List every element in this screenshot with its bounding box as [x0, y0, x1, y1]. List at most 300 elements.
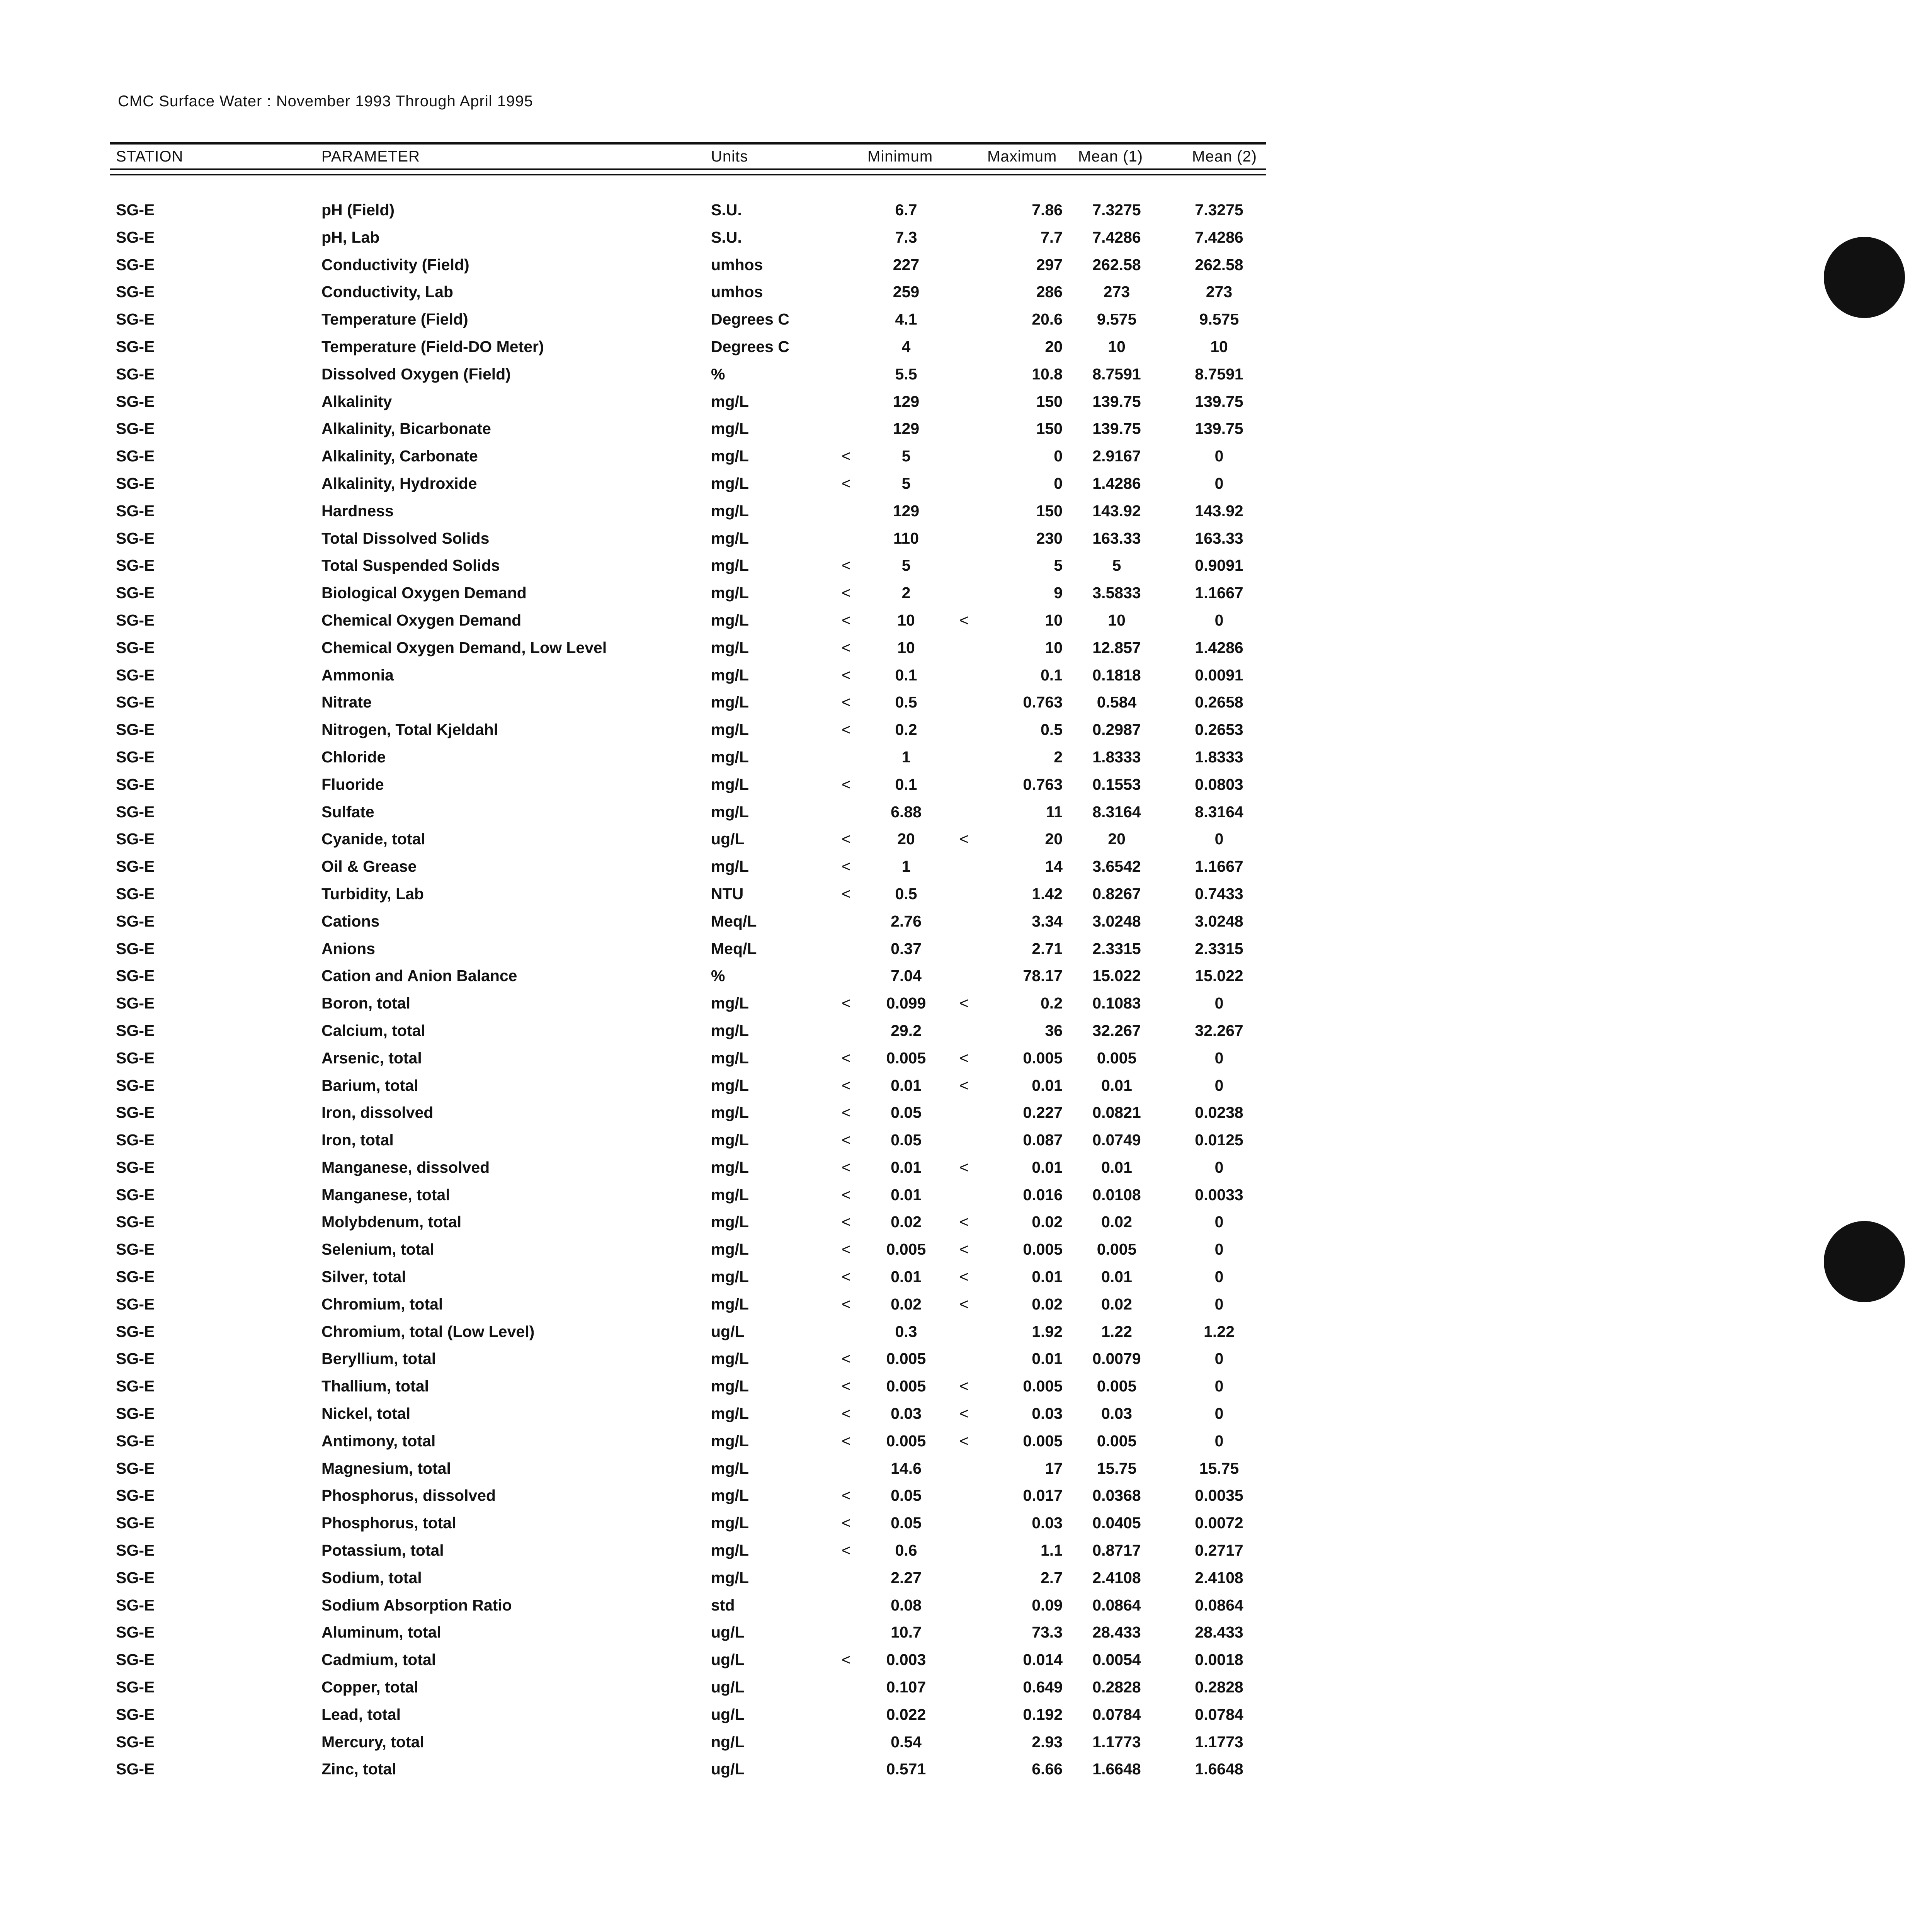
minimum-cell: 0.005: [886, 1049, 926, 1067]
mean1-cell: 0.8267: [1092, 884, 1141, 903]
mean1-cell: 7.3275: [1092, 201, 1141, 219]
mean2-cell: 1.4286: [1195, 638, 1243, 656]
units-cell: ug/L: [711, 1760, 745, 1778]
table-row: [0, 201, 1314, 228]
table-row: [0, 885, 1314, 912]
station-cell: SG-E: [116, 1405, 155, 1423]
maximum-cell: 14: [1045, 857, 1063, 876]
units-cell: mg/L: [711, 1568, 749, 1587]
table-row: [0, 474, 1314, 502]
minimum-detect-flag: <: [842, 1377, 851, 1395]
mean1-cell: 0.0864: [1092, 1596, 1141, 1614]
minimum-cell: 0.03: [891, 1405, 922, 1423]
maximum-cell: 0.03: [1032, 1514, 1063, 1532]
station-cell: SG-E: [116, 1049, 155, 1067]
minimum-cell: 0.54: [891, 1733, 922, 1751]
minimum-detect-flag: <: [842, 1104, 851, 1122]
parameter-cell: Oil & Grease: [321, 857, 417, 876]
maximum-cell: 150: [1036, 420, 1063, 438]
maximum-cell: 0.087: [1023, 1131, 1063, 1149]
mean2-cell: 0.0018: [1195, 1651, 1243, 1669]
units-cell: umhos: [711, 283, 763, 301]
minimum-detect-flag: <: [842, 1131, 851, 1149]
mean2-cell: 0.7433: [1195, 884, 1243, 903]
minimum-cell: 0.01: [891, 1268, 922, 1286]
mean1-cell: 1.22: [1101, 1322, 1132, 1340]
station-cell: SG-E: [116, 803, 155, 821]
minimum-detect-flag: <: [842, 1158, 851, 1176]
minimum-cell: 6.7: [895, 201, 917, 219]
maximum-cell: 10: [1045, 611, 1063, 629]
station-cell: SG-E: [116, 721, 155, 739]
parameter-cell: Thallium, total: [321, 1377, 429, 1395]
maximum-cell: 5: [1054, 556, 1063, 575]
units-cell: mg/L: [711, 447, 749, 465]
units-cell: ug/L: [711, 1623, 745, 1641]
maximum-cell: 1.1: [1041, 1541, 1063, 1560]
mean2-cell: 0.2828: [1195, 1678, 1243, 1696]
maximum-cell: 150: [1036, 502, 1063, 520]
mean2-cell: 0.0784: [1195, 1705, 1243, 1723]
units-cell: mg/L: [711, 392, 749, 410]
units-cell: mg/L: [711, 748, 749, 766]
units-cell: mg/L: [711, 474, 749, 492]
units-cell: Meq/L: [711, 912, 757, 930]
mean2-cell: 0: [1214, 1377, 1224, 1395]
mean1-cell: 1.4286: [1092, 474, 1141, 492]
station-cell: SG-E: [116, 310, 155, 328]
maximum-cell: 10.8: [1032, 365, 1063, 383]
minimum-cell: 0.02: [891, 1213, 922, 1231]
mean2-cell: 273: [1206, 283, 1233, 301]
mean1-cell: 5: [1112, 556, 1121, 575]
units-cell: mg/L: [711, 584, 749, 602]
parameter-cell: Zinc, total: [321, 1760, 396, 1778]
mean2-cell: 0.2653: [1195, 721, 1243, 739]
mean2-cell: 28.433: [1195, 1623, 1243, 1641]
minimum-detect-flag: <: [842, 1049, 851, 1067]
maximum-cell: 0.005: [1023, 1049, 1063, 1067]
mean2-cell: 0.0803: [1195, 775, 1243, 793]
minimum-detect-flag: <: [842, 556, 851, 575]
table-row: [0, 1541, 1314, 1569]
units-cell: %: [711, 365, 725, 383]
station-cell: SG-E: [116, 1705, 155, 1723]
minimum-cell: 1: [901, 748, 911, 766]
mean2-cell: 143.92: [1195, 502, 1243, 520]
maximum-cell: 36: [1045, 1021, 1063, 1039]
station-cell: SG-E: [116, 857, 155, 876]
table-row: [0, 611, 1314, 639]
units-cell: %: [711, 967, 725, 985]
mean2-cell: 0: [1214, 1268, 1224, 1286]
minimum-cell: 1: [901, 857, 911, 876]
mean1-cell: 28.433: [1092, 1623, 1141, 1641]
mean2-cell: 139.75: [1195, 392, 1243, 410]
table-row: [0, 1569, 1314, 1596]
parameter-cell: Antimony, total: [321, 1432, 436, 1450]
station-cell: SG-E: [116, 1268, 155, 1286]
mean1-cell: 0.1553: [1092, 775, 1141, 793]
mean1-cell: 0.005: [1097, 1432, 1137, 1450]
station-cell: SG-E: [116, 912, 155, 930]
mean2-cell: 0: [1214, 1295, 1224, 1313]
mean2-cell: 0.2717: [1195, 1541, 1243, 1560]
parameter-cell: Manganese, dissolved: [321, 1158, 490, 1176]
minimum-detect-flag: <: [842, 1651, 851, 1669]
maximum-cell: 20: [1045, 337, 1063, 355]
mean1-cell: 0.8717: [1092, 1541, 1141, 1560]
parameter-cell: Anions: [321, 939, 375, 957]
mean1-cell: 9.575: [1097, 310, 1137, 328]
station-cell: SG-E: [116, 392, 155, 410]
minimum-detect-flag: <: [842, 666, 851, 684]
mean2-cell: 32.267: [1195, 1021, 1243, 1039]
parameter-cell: Nitrate: [321, 693, 372, 711]
column-header-minimum: Minimum: [867, 148, 933, 165]
table-row: [0, 1377, 1314, 1405]
station-cell: SG-E: [116, 1104, 155, 1122]
mean2-cell: 8.3164: [1195, 803, 1243, 821]
table-row: [0, 1459, 1314, 1487]
units-cell: mg/L: [711, 1459, 749, 1477]
minimum-detect-flag: <: [842, 693, 851, 711]
mean2-cell: 0.0125: [1195, 1131, 1243, 1149]
maximum-cell: 9: [1054, 584, 1063, 602]
mean2-cell: 0: [1214, 1213, 1224, 1231]
station-cell: SG-E: [116, 1350, 155, 1368]
maximum-cell: 3.34: [1032, 912, 1063, 930]
units-cell: mg/L: [711, 1514, 749, 1532]
table-row: [0, 256, 1314, 283]
minimum-detect-flag: <: [842, 1268, 851, 1286]
maximum-cell: 11: [1046, 803, 1063, 821]
minimum-detect-flag: <: [842, 1405, 851, 1423]
parameter-cell: Sodium, total: [321, 1568, 422, 1587]
table-row: [0, 1596, 1314, 1624]
mean2-cell: 0.0072: [1195, 1514, 1243, 1532]
minimum-cell: 6.88: [891, 803, 922, 821]
table-row: [0, 830, 1314, 857]
mean1-cell: 163.33: [1092, 529, 1141, 547]
table-row: [0, 1131, 1314, 1158]
header-rule-double-lower: [110, 174, 1266, 175]
data-table-body: [0, 201, 1314, 1787]
mean1-cell: 273: [1103, 283, 1130, 301]
station-cell: SG-E: [116, 584, 155, 602]
minimum-detect-flag: <: [842, 447, 851, 465]
units-cell: mg/L: [711, 693, 749, 711]
units-cell: mg/L: [711, 857, 749, 876]
units-cell: mg/L: [711, 529, 749, 547]
table-row: [0, 803, 1314, 830]
station-cell: SG-E: [116, 1185, 155, 1204]
maximum-cell: 0.014: [1023, 1651, 1063, 1669]
station-cell: SG-E: [116, 1568, 155, 1587]
maximum-detect-flag: <: [959, 830, 969, 848]
maximum-cell: 2: [1054, 748, 1063, 766]
parameter-cell: Arsenic, total: [321, 1049, 422, 1067]
table-row: [0, 584, 1314, 611]
mean2-cell: 8.7591: [1195, 365, 1243, 383]
binder-hole-icon: [1824, 237, 1905, 318]
maximum-cell: 0.01: [1032, 1158, 1063, 1176]
units-cell: mg/L: [711, 611, 749, 629]
table-row: [0, 748, 1314, 776]
parameter-cell: Lead, total: [321, 1705, 401, 1723]
table-row: [0, 1678, 1314, 1706]
parameter-cell: Temperature (Field-DO Meter): [321, 337, 544, 355]
minimum-cell: 0.01: [891, 1158, 922, 1176]
parameter-cell: Selenium, total: [321, 1240, 434, 1259]
minimum-cell: 10: [897, 611, 915, 629]
minimum-detect-flag: <: [842, 1076, 851, 1094]
table-row: [0, 556, 1314, 584]
station-cell: SG-E: [116, 1377, 155, 1395]
minimum-cell: 0.571: [886, 1760, 926, 1778]
mean2-cell: 1.22: [1204, 1322, 1235, 1340]
minimum-cell: 0.05: [891, 1486, 922, 1505]
table-row: [0, 1186, 1314, 1213]
mean2-cell: 0: [1214, 830, 1224, 848]
parameter-cell: Chromium, total: [321, 1295, 443, 1313]
station-cell: SG-E: [116, 1596, 155, 1614]
column-header-mean1: Mean (1): [1078, 148, 1143, 165]
maximum-cell: 0.03: [1032, 1405, 1063, 1423]
mean1-cell: 0.0054: [1092, 1651, 1141, 1669]
mean2-cell: 0.2658: [1195, 693, 1243, 711]
units-cell: ug/L: [711, 1651, 745, 1669]
station-cell: SG-E: [116, 1021, 155, 1039]
table-row: [0, 228, 1314, 256]
mean2-cell: 7.4286: [1195, 228, 1243, 246]
parameter-cell: Barium, total: [321, 1076, 418, 1094]
minimum-cell: 7.3: [895, 228, 917, 246]
units-cell: ug/L: [711, 830, 745, 848]
column-header-mean2: Mean (2): [1192, 148, 1257, 165]
parameter-cell: Calcium, total: [321, 1021, 425, 1039]
parameter-cell: Total Suspended Solids: [321, 556, 500, 575]
column-header-maximum: Maximum: [987, 148, 1057, 165]
maximum-cell: 0.02: [1032, 1213, 1063, 1231]
station-cell: SG-E: [116, 884, 155, 903]
maximum-detect-flag: <: [959, 1432, 969, 1450]
table-row: [0, 912, 1314, 940]
minimum-cell: 0.022: [886, 1705, 926, 1723]
station-cell: SG-E: [116, 283, 155, 301]
mean2-cell: 0: [1214, 1350, 1224, 1368]
table-row: [0, 857, 1314, 885]
parameter-cell: Alkalinity, Hydroxide: [321, 474, 477, 492]
mean1-cell: 262.58: [1092, 255, 1141, 274]
mean1-cell: 0.005: [1097, 1049, 1137, 1067]
units-cell: mg/L: [711, 1131, 749, 1149]
units-cell: mg/L: [711, 420, 749, 438]
table-row: [0, 1514, 1314, 1541]
station-cell: SG-E: [116, 201, 155, 219]
mean1-cell: 0.2987: [1092, 721, 1141, 739]
parameter-cell: Silver, total: [321, 1268, 406, 1286]
minimum-detect-flag: <: [842, 638, 851, 656]
parameter-cell: Manganese, total: [321, 1185, 450, 1204]
mean2-cell: 0: [1214, 447, 1224, 465]
maximum-cell: 0: [1054, 474, 1063, 492]
table-row: [0, 940, 1314, 967]
minimum-detect-flag: <: [842, 1541, 851, 1560]
table-row: [0, 529, 1314, 557]
mean1-cell: 0.01: [1101, 1268, 1132, 1286]
mean1-cell: 0.1818: [1092, 666, 1141, 684]
mean1-cell: 143.92: [1092, 502, 1141, 520]
minimum-cell: 10: [897, 638, 915, 656]
minimum-cell: 0.005: [886, 1350, 926, 1368]
minimum-cell: 0.01: [891, 1076, 922, 1094]
units-cell: ug/L: [711, 1678, 745, 1696]
mean2-cell: 0: [1214, 1240, 1224, 1259]
units-cell: S.U.: [711, 228, 742, 246]
station-cell: SG-E: [116, 474, 155, 492]
minimum-cell: 0.5: [895, 693, 917, 711]
column-header-station: STATION: [116, 148, 184, 165]
mean2-cell: 15.75: [1199, 1459, 1239, 1477]
minimum-cell: 7.04: [891, 967, 922, 985]
mean2-cell: 3.0248: [1195, 912, 1243, 930]
maximum-cell: 2.7: [1041, 1568, 1063, 1587]
units-cell: mg/L: [711, 1377, 749, 1395]
mean2-cell: 0: [1214, 1049, 1224, 1067]
parameter-cell: Total Dissolved Solids: [321, 529, 490, 547]
mean1-cell: 0.0405: [1092, 1514, 1141, 1532]
station-cell: SG-E: [116, 1459, 155, 1477]
station-cell: SG-E: [116, 255, 155, 274]
minimum-detect-flag: <: [842, 584, 851, 602]
maximum-detect-flag: <: [959, 1049, 969, 1067]
units-cell: mg/L: [711, 1104, 749, 1122]
table-row: [0, 365, 1314, 393]
units-cell: mg/L: [711, 1350, 749, 1368]
units-cell: S.U.: [711, 201, 742, 219]
units-cell: ug/L: [711, 1705, 745, 1723]
mean2-cell: 0: [1214, 1076, 1224, 1094]
minimum-cell: 5: [901, 556, 911, 575]
minimum-cell: 0.5: [895, 884, 917, 903]
mean1-cell: 7.4286: [1092, 228, 1141, 246]
mean1-cell: 15.022: [1092, 967, 1141, 985]
mean2-cell: 1.1667: [1195, 584, 1243, 602]
mean1-cell: 10: [1108, 337, 1126, 355]
units-cell: mg/L: [711, 1213, 749, 1231]
parameter-cell: Fluoride: [321, 775, 384, 793]
maximum-cell: 20: [1045, 830, 1063, 848]
table-row: [0, 310, 1314, 338]
mean1-cell: 0.02: [1101, 1295, 1132, 1313]
table-row: [0, 420, 1314, 447]
units-cell: mg/L: [711, 775, 749, 793]
table-row: [0, 967, 1314, 994]
mean2-cell: 139.75: [1195, 420, 1243, 438]
units-cell: mg/L: [711, 1541, 749, 1560]
mean2-cell: 0.0238: [1195, 1104, 1243, 1122]
mean1-cell: 1.1773: [1092, 1733, 1141, 1751]
parameter-cell: Nickel, total: [321, 1405, 411, 1423]
mean1-cell: 0.005: [1097, 1377, 1137, 1395]
station-cell: SG-E: [116, 447, 155, 465]
minimum-cell: 14.6: [891, 1459, 922, 1477]
parameter-cell: Temperature (Field): [321, 310, 468, 328]
maximum-cell: 0.01: [1032, 1350, 1063, 1368]
maximum-cell: 0.005: [1023, 1240, 1063, 1259]
station-cell: SG-E: [116, 1131, 155, 1149]
minimum-cell: 0.003: [886, 1651, 926, 1669]
table-row: [0, 502, 1314, 529]
maximum-cell: 17: [1045, 1459, 1063, 1477]
parameter-cell: Copper, total: [321, 1678, 418, 1696]
maximum-cell: 0.227: [1023, 1104, 1063, 1122]
units-cell: ug/L: [711, 1322, 745, 1340]
mean1-cell: 0.2828: [1092, 1678, 1141, 1696]
table-row: [0, 776, 1314, 803]
minimum-cell: 4.1: [895, 310, 917, 328]
mean1-cell: 0.0784: [1092, 1705, 1141, 1723]
mean2-cell: 1.1773: [1195, 1733, 1243, 1751]
minimum-detect-flag: <: [842, 721, 851, 739]
mean1-cell: 139.75: [1092, 420, 1141, 438]
units-cell: mg/L: [711, 1185, 749, 1204]
table-row: [0, 994, 1314, 1022]
mean2-cell: 1.6648: [1195, 1760, 1243, 1778]
mean2-cell: 0: [1214, 994, 1224, 1012]
parameter-cell: pH, Lab: [321, 228, 380, 246]
units-cell: umhos: [711, 255, 763, 274]
parameter-cell: Aluminum, total: [321, 1623, 441, 1641]
maximum-detect-flag: <: [959, 1268, 969, 1286]
minimum-cell: 0.107: [886, 1678, 926, 1696]
maximum-cell: 7.7: [1041, 228, 1063, 246]
units-cell: mg/L: [711, 502, 749, 520]
units-cell: ng/L: [711, 1733, 745, 1751]
station-cell: SG-E: [116, 1760, 155, 1778]
minimum-cell: 0.1: [895, 775, 917, 793]
parameter-cell: Turbidity, Lab: [321, 884, 424, 903]
mean1-cell: 3.0248: [1092, 912, 1141, 930]
table-row: [0, 283, 1314, 310]
maximum-cell: 10: [1045, 638, 1063, 656]
parameter-cell: Sodium Absorption Ratio: [321, 1596, 512, 1614]
units-cell: mg/L: [711, 803, 749, 821]
table-row: [0, 1733, 1314, 1760]
parameter-cell: Molybdenum, total: [321, 1213, 462, 1231]
units-cell: mg/L: [711, 1405, 749, 1423]
mean1-cell: 32.267: [1092, 1021, 1141, 1039]
station-cell: SG-E: [116, 994, 155, 1012]
header-rule-double-upper: [110, 168, 1266, 170]
mean1-cell: 2.9167: [1092, 447, 1141, 465]
maximum-cell: 0.649: [1023, 1678, 1063, 1696]
mean1-cell: 2.4108: [1092, 1568, 1141, 1587]
maximum-cell: 1.42: [1032, 884, 1063, 903]
minimum-cell: 0.2: [895, 721, 917, 739]
table-row: [0, 1295, 1314, 1323]
station-cell: SG-E: [116, 638, 155, 656]
page-title: CMC Surface Water : November 1993 Through April 1995: [118, 93, 533, 110]
table-row: [0, 1213, 1314, 1240]
maximum-cell: 73.3: [1032, 1623, 1063, 1641]
station-cell: SG-E: [116, 830, 155, 848]
units-cell: mg/L: [711, 1295, 749, 1313]
mean2-cell: 9.575: [1199, 310, 1239, 328]
minimum-detect-flag: <: [842, 1295, 851, 1313]
minimum-detect-flag: <: [842, 1240, 851, 1259]
